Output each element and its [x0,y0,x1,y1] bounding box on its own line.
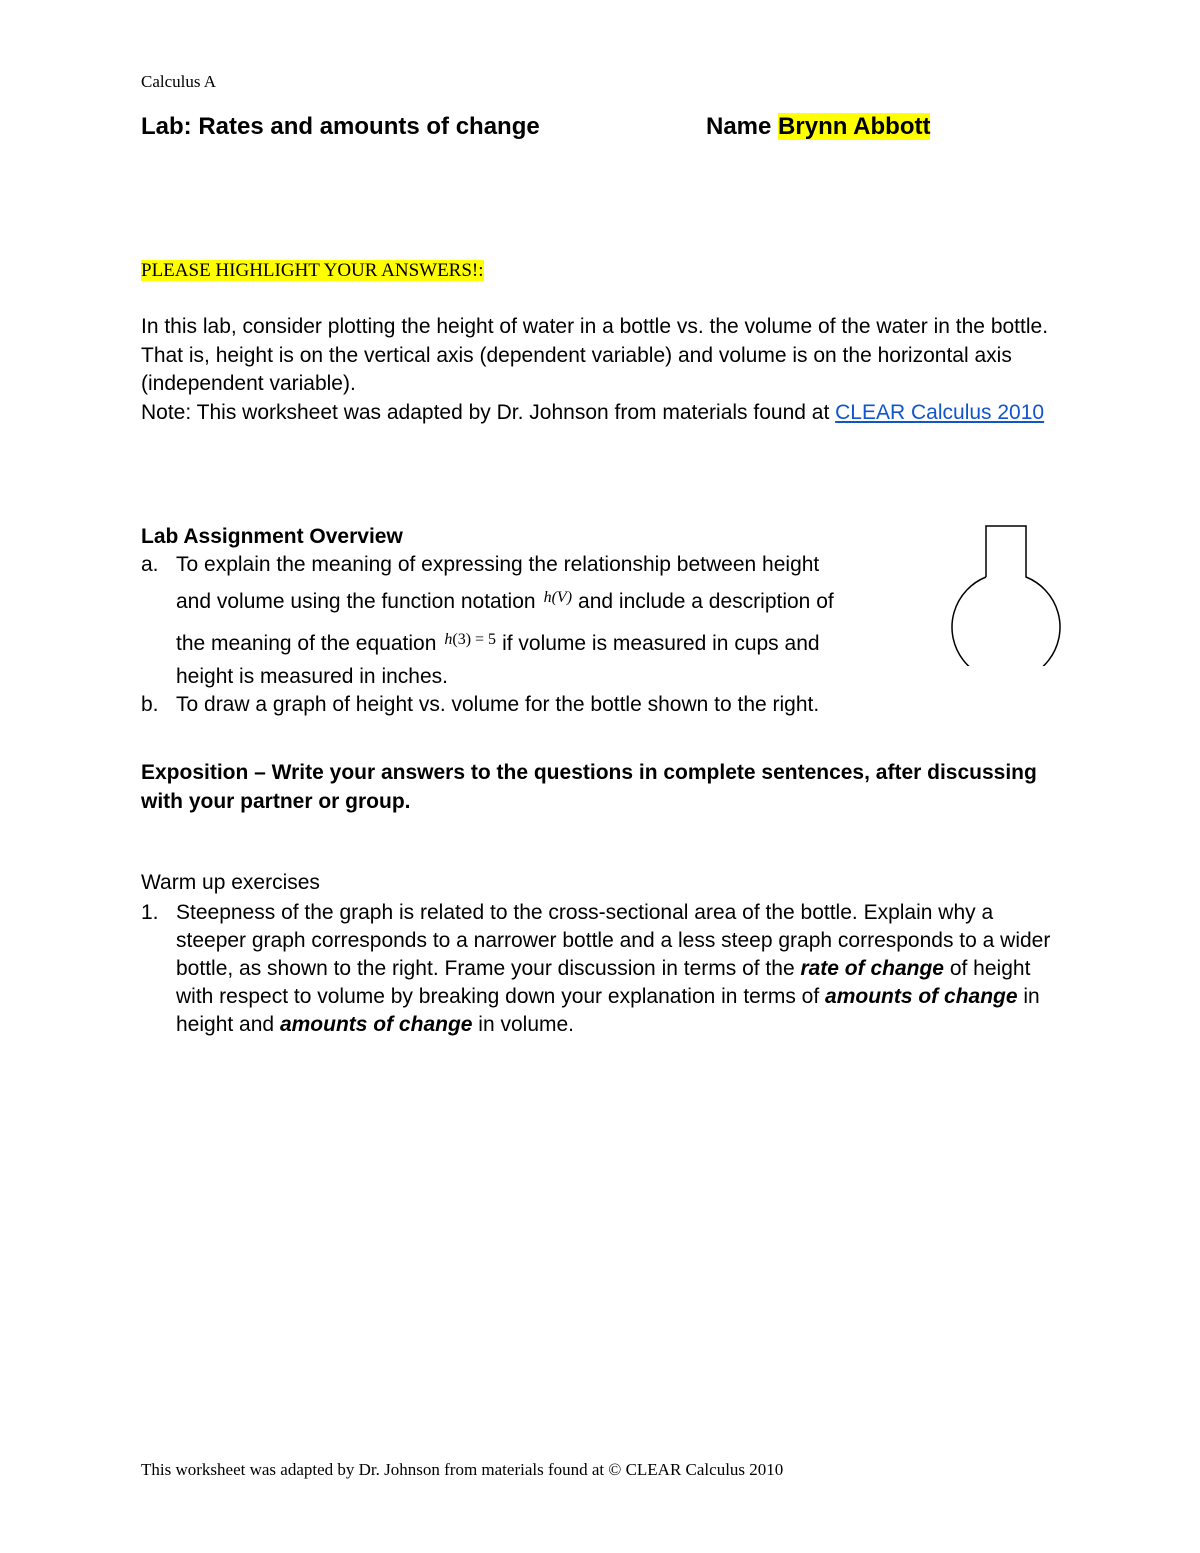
item-a-line4: height is measured in inches. [176,665,448,688]
exposition-heading: Exposition – Write your answers to the questions in complete sentences, after discussing with your partner or group. [141,761,1037,813]
item-a-line3 [176,621,941,663]
page-footer: This worksheet was adapted by Dr. Johnson from materials found at © CLEAR Calculus 2010 [141,1460,784,1479]
item-a-line2 [176,579,941,621]
item-a-line1: To explain the meaning of expressing the relationship between height [176,553,820,576]
lab-title: Lab: Rates and amounts of change [141,113,540,140]
item-a-line3-post: if volume is measured in cups and [502,632,820,655]
overview-heading: Lab Assignment Overview [141,525,403,548]
bottle-diagram [950,524,1066,666]
question-1-body [141,899,1061,1039]
intro-paragraph [141,313,1061,427]
name-block [706,113,930,141]
question-1-marker: 1. [141,901,159,924]
highlight-instruction-text: PLEASE HIGHLIGHT YOUR ANSWERS!: [141,260,484,281]
item-b-text: To draw a graph of height vs. volume for the bottle shown to the right. [176,693,820,716]
highlight-instruction [141,260,484,282]
name-label: Name [706,113,772,140]
q1-emphasis-amounts-1: amounts of change [825,985,1018,1008]
math-fn-h2: h [444,631,453,648]
overview-item-b [141,691,941,719]
student-name: Brynn Abbott [778,113,931,140]
intro-note [141,399,1061,428]
note-text: Note: This worksheet was adapted by Dr. Johnson from materials found at [141,400,836,424]
item-a-line2-pre: and volume using the function notation [176,590,536,613]
item-a-line3-pre: the meaning of the equation [176,632,437,655]
clear-calculus-link[interactable]: CLEAR Calculus 2010 [835,400,1045,424]
overview-item-a [141,551,941,691]
function-notation-hv [544,579,572,617]
equation-h3-5 [444,621,496,659]
warmup-heading: Warm up exercises [141,871,320,894]
item-a-line2-post: and include a description of [578,590,834,613]
q1-emphasis-rate: rate of change [800,957,944,980]
bottle-outline [952,526,1060,666]
course-label: Calculus A [141,72,217,91]
overview-list [141,551,941,719]
q1-emphasis-amounts-2: amounts of change [279,1013,473,1036]
math-eq-rest: (3) = 5 [452,631,497,648]
intro-text: In this lab, consider plotting the height of water in a bottle vs. the volume of the water in the bottle. That is, height is on the vertical axis (dependent variable) and volume is on the horizontal axis (independent variable). [141,315,1049,395]
question-1 [141,899,1061,1039]
item-b-marker: b. [141,693,159,716]
q1-text-3: in height and [176,985,1040,1036]
q1-text-1: Steepness of the graph is related to the cross-sectional area of the bottle. Explain why a steeper graph corresponds to a narrower bottle and a less steep graph corresponds to a wider bottle, as shown to the right. Frame your discussion in terms of the [176,901,1051,980]
math-fn-h: h [543,589,552,606]
q1-text-4: in volume. [472,1013,575,1036]
q1-text-2: of height with respect to volume by breaking down your explanation in terms of [176,957,1031,1008]
math-arg-v: (V) [551,589,573,606]
item-a-marker: a. [141,553,159,576]
